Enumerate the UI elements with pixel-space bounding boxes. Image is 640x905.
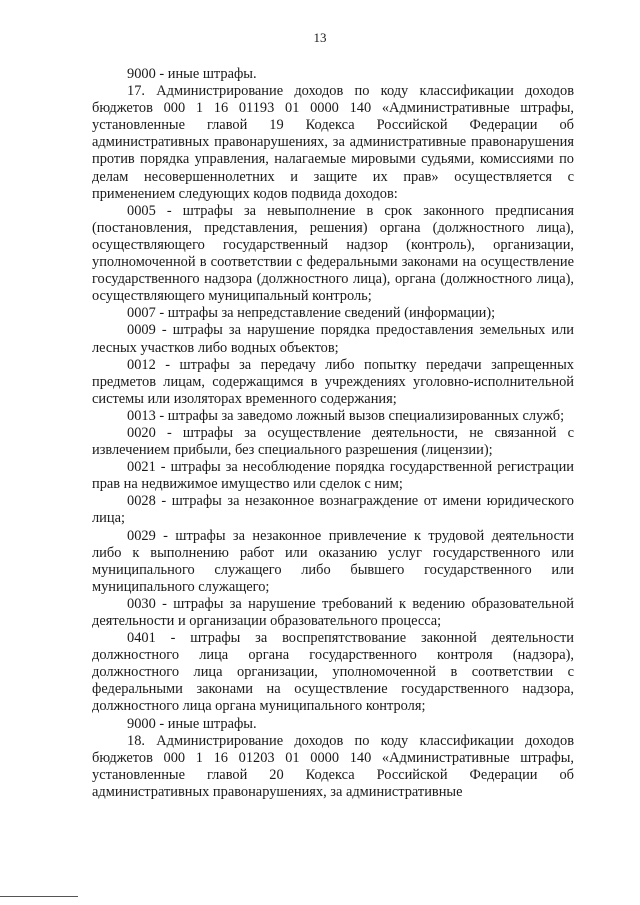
paragraph: 0401 - штрафы за воспрепятствование законной деятельности должностного лица органа государственного контроля (надзора), должностного лица организации, уполномоченной в соответствии с федеральными законами на осуществление государственного надзора, должностного лица органа муниципального контроля; [92, 630, 574, 715]
paragraph: 9000 - иные штрафы. [127, 715, 257, 732]
paragraph: 9000 - иные штрафы. [127, 66, 257, 82]
paragraph: 0030 - штрафы за нарушение требований к ведению образовательной деятельности и организации образовательного процесса; [92, 595, 574, 629]
paragraph: 0029 - штрафы за незаконное привлечение к трудовой деятельности либо к выполнению работ или оказанию услуг государственного или муниципального служащего либо бывшего государственного или муниципального служащего; [92, 527, 574, 595]
page-number: 13 [313, 30, 327, 45]
document-body [92, 66, 574, 801]
paragraph: 0020 - штрафы за осуществление деятельности, не связанной с извлечением прибыли, без специального разрешения (лицензии); [92, 424, 574, 459]
footnote-divider [0, 896, 78, 897]
paragraph: 0007 - штрафы за непредставление сведений (информации); [127, 305, 496, 322]
paragraph: 0013 - штрафы за заведомо ложный вызов специализированных служб; [127, 407, 565, 424]
paragraph: 0028 - штрафы за незаконное вознаграждение от имени юридического лица; [92, 493, 574, 527]
paragraph: 0009 - штрафы за нарушение порядка предоставления земельных или лесных участков либо водных объектов; [92, 322, 574, 356]
paragraph: 17. Администрирование доходов по коду классификации доходов бюджетов 000 1 16 01193 01 0000 140 «Административные штрафы, установленные главой 19 Кодекса Российской Федерации об административных правонарушениях, за административные правонарушения против порядка управления, налагаемые мировыми судьями, комиссиями по делам несовершеннолетних и защите их прав» осуществляется с применением следующих кодов подвида доходов: [92, 83, 574, 202]
paragraph: 0005 - штрафы за невыполнение в срок законного предписания (постановления, представления, решения) органа (должностного лица), осуществляющего государственный надзор (контроль), организации, уполномоченной в соответствии с федеральными законами на осуществление государственного надзора (должностного лица), органа (должностного лица), осуществляющего муниципальный контроль; [92, 202, 574, 305]
paragraph: 0021 - штрафы за несоблюдение порядка государственной регистрации прав на недвижимое имущество или сделок с ним; [92, 459, 574, 493]
paragraph: 18. Администрирование доходов по коду классификации доходов бюджетов 000 1 16 01203 01 0000 140 «Административные штрафы, установленные главой 20 Кодекса Российской Федерации об административных правонарушениях, за административные [92, 732, 574, 800]
paragraph: 0012 - штрафы за передачу либо попытку передачи запрещенных предметов лицам, содержащимся в учреждениях уголовно-исполнительной системы или изоляторах временного содержания; [92, 356, 574, 407]
